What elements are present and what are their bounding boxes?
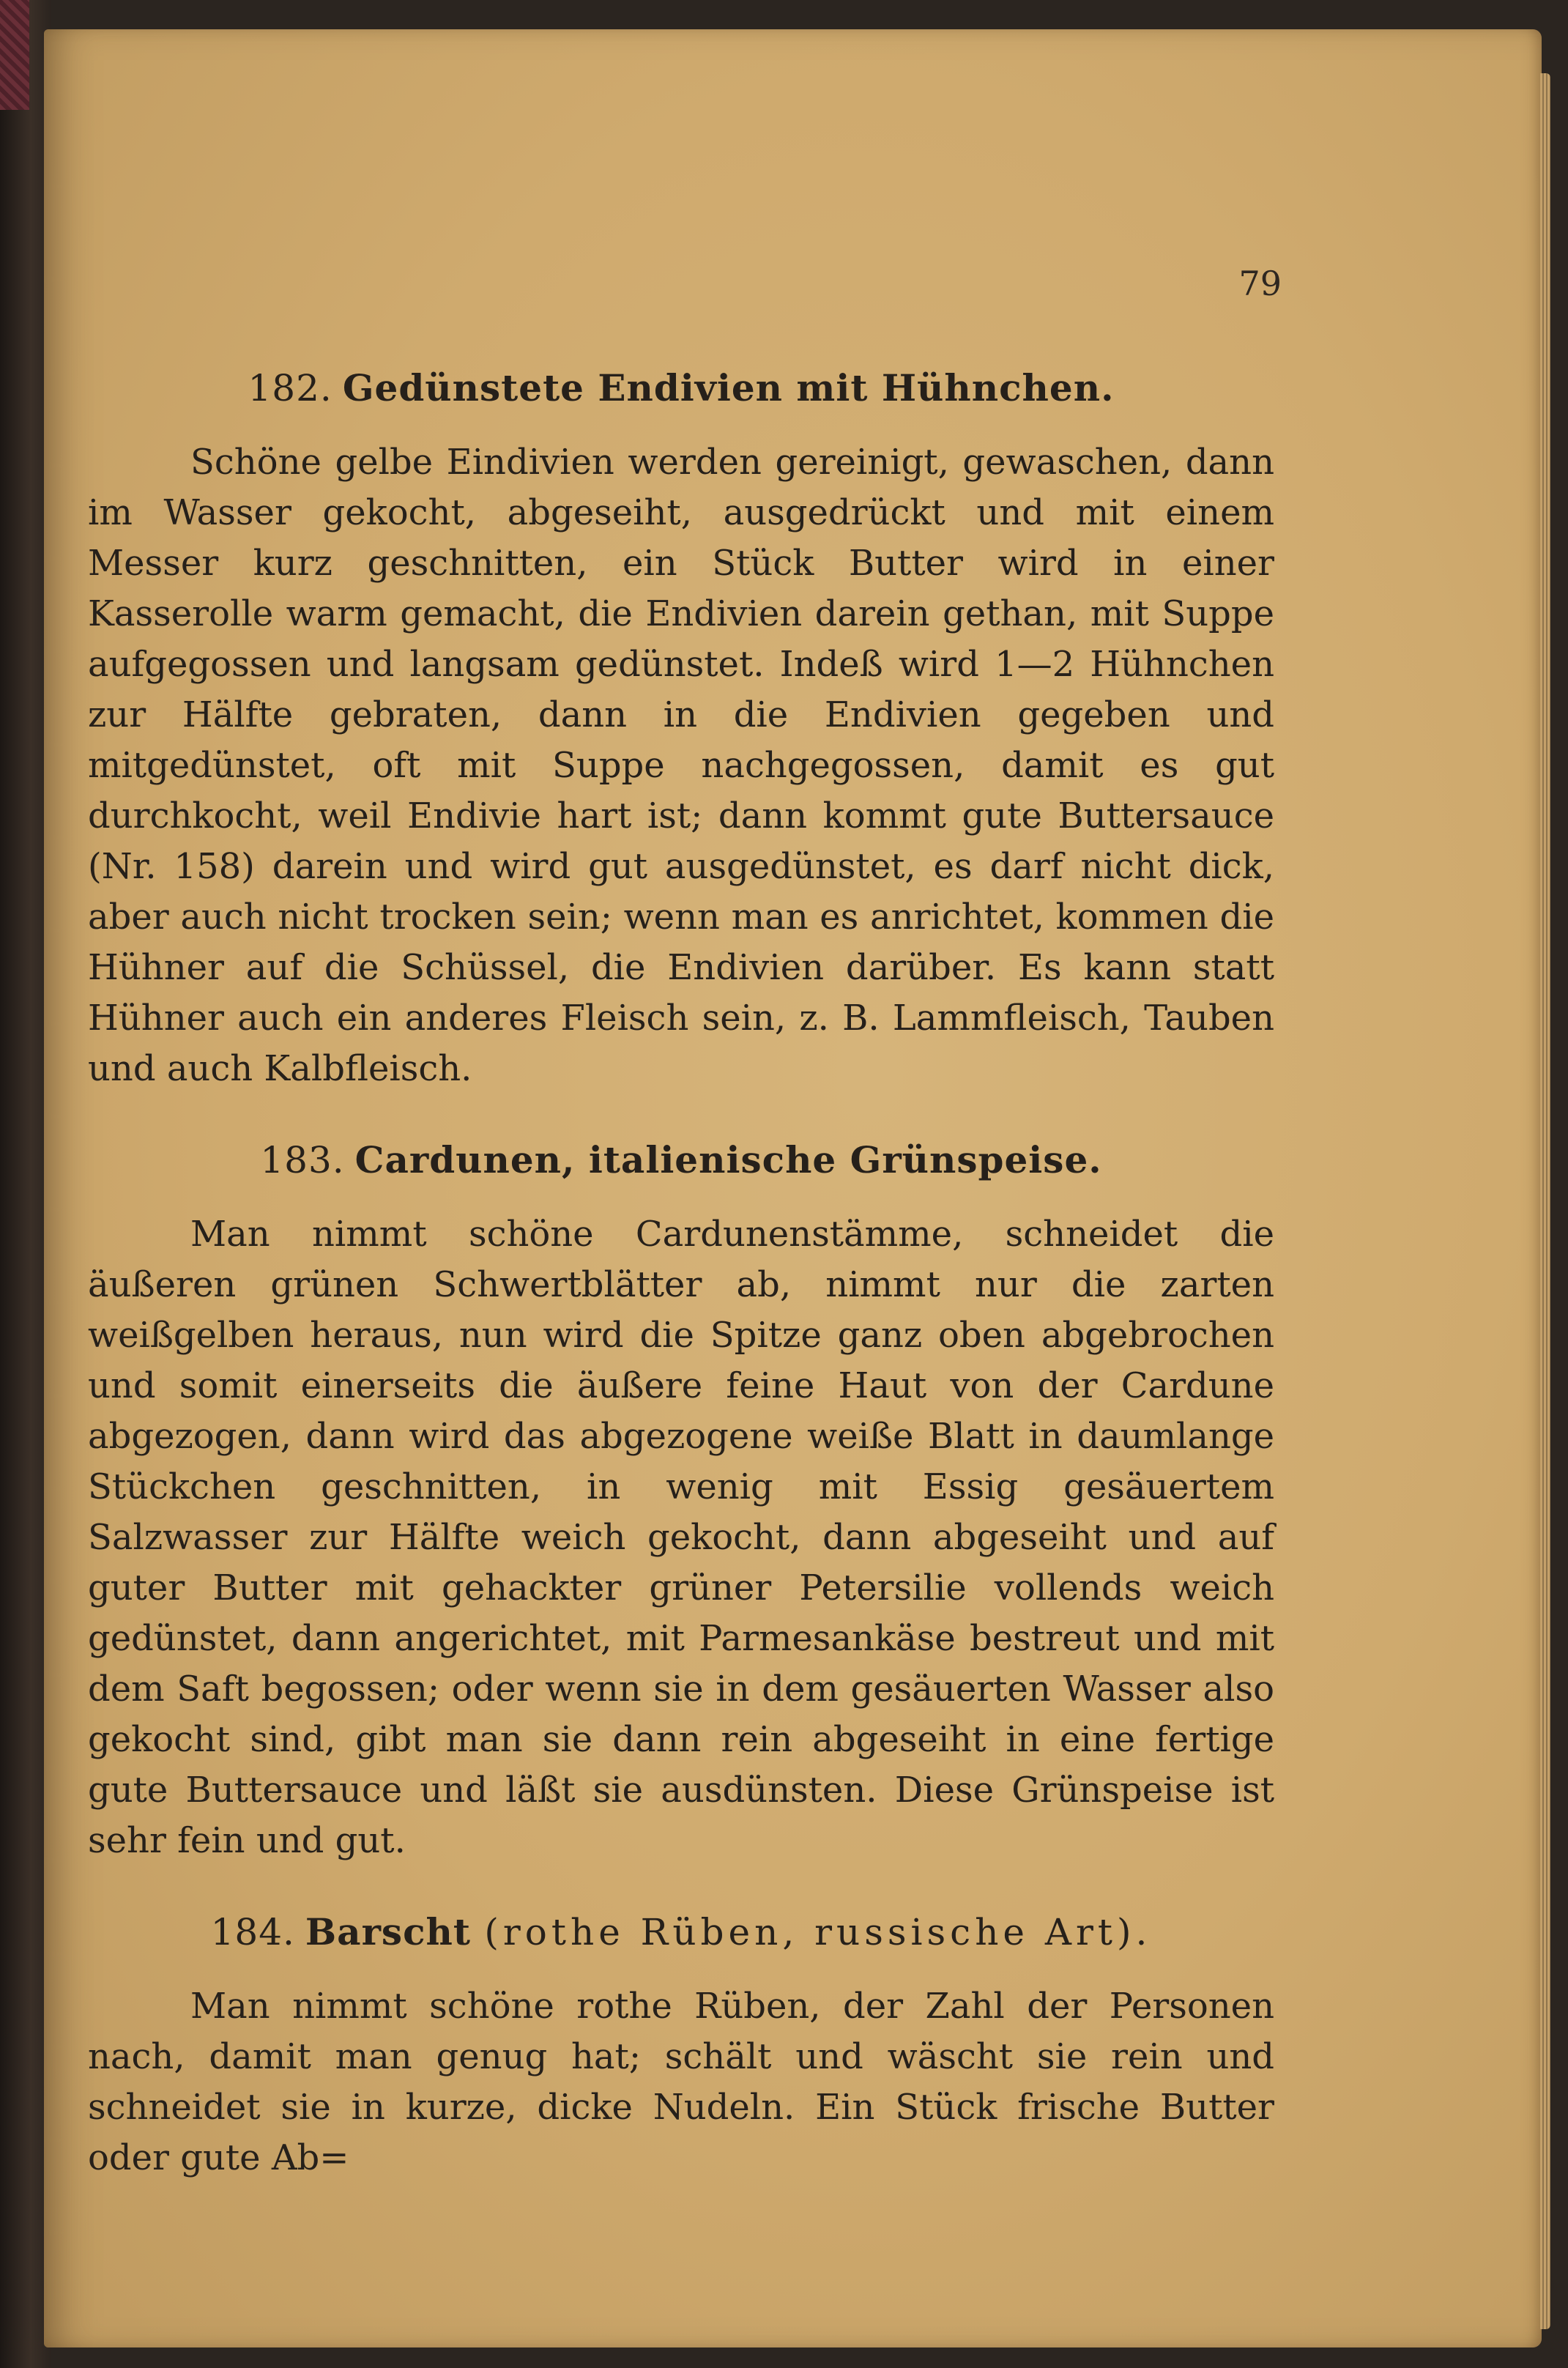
section-body: Man nimmt schöne Cardunenstämme, schneidet die äußeren grünen Schwertblätter ab, nimmt nur die zarten weißgelben heraus, nun wird die Spitze ganz oben abgebrochen und somit einerseits die äußere feine Haut von der Cardune abgezogen, dann wird das abgezogene weiße Blatt in daumlange Stückchen geschnitten, in wenig mit Essig gesäuertem Salzwasser zur Hälfte weich gekocht, dann abgeseiht und auf guter Butter mit gehackter grüner Petersilie vollends weich gedünstet, dann angerichtet, mit Parmesankäse bestreut und mit dem Saft begossen; oder wenn sie in dem gesäuerten Wasser also gekocht sind, gibt man sie dann rein abgeseiht in eine fertige gute Buttersauce und läßt sie ausdünsten. Diese Grünspeise ist sehr fein und gut. [88, 1214, 1274, 1861]
section-184 [88, 1910, 1274, 2183]
page-content [88, 249, 1274, 2227]
section-heading [88, 1910, 1274, 1953]
section-heading [88, 1138, 1274, 1181]
section-183 [88, 1138, 1274, 1866]
section-heading [88, 366, 1274, 409]
section-title: Barscht [305, 1910, 471, 1953]
section-body: Schöne gelbe Eindivien werden gereinigt, gewaschen, dann im Wasser gekocht, abgeseiht, ausgedrückt und mit einem Messer kurz geschnitten, ein Stück Butter wird in einer Kasserolle warm gemacht, die Endivien darein gethan, mit Suppe aufgegossen und langsam gedünstet. Indeß wird 1—2 Hühnchen zur Hälfte gebraten, dann in die Endivien gegeben und mitgedünstet, oft mit Suppe nachgegossen, damit es gut durchkocht, weil Endivie hart ist; dann kommt gute Buttersauce (Nr. 158) darein und wird gut ausgedünstet, es darf nicht dick, aber auch nicht trocken sein; wenn man es anrichtet, kommen die Hühner auf die Schüssel, die Endivien darüber. Es kann statt Hühner auch ein anderes Fleisch sein, z. B. Lammfleisch, Tauben und auch Kalbfleisch. [88, 442, 1274, 1089]
section-title: Gedünstete Endivien mit Hühnchen. [342, 366, 1115, 409]
section-body: Man nimmt schöne rothe Rüben, der Zahl der Personen nach, damit man genug hat; schält und wäscht sie rein und schneidet sie in kurze, dicke Nudeln. Ein Stück frische Butter oder gute Ab= [88, 1986, 1274, 2178]
spine-cloth [0, 0, 29, 110]
section-subtitle: (rothe Rüben, russische Art). [484, 1911, 1152, 1953]
section-number: 182. [248, 367, 332, 409]
section-182 [88, 366, 1274, 1094]
section-number: 183. [260, 1139, 345, 1181]
section-number: 184. [210, 1911, 295, 1953]
page-number: 79 [1238, 264, 1282, 303]
section-title: Cardunen, italienische Grünspeise. [354, 1138, 1102, 1181]
page-edge [1540, 73, 1550, 2329]
